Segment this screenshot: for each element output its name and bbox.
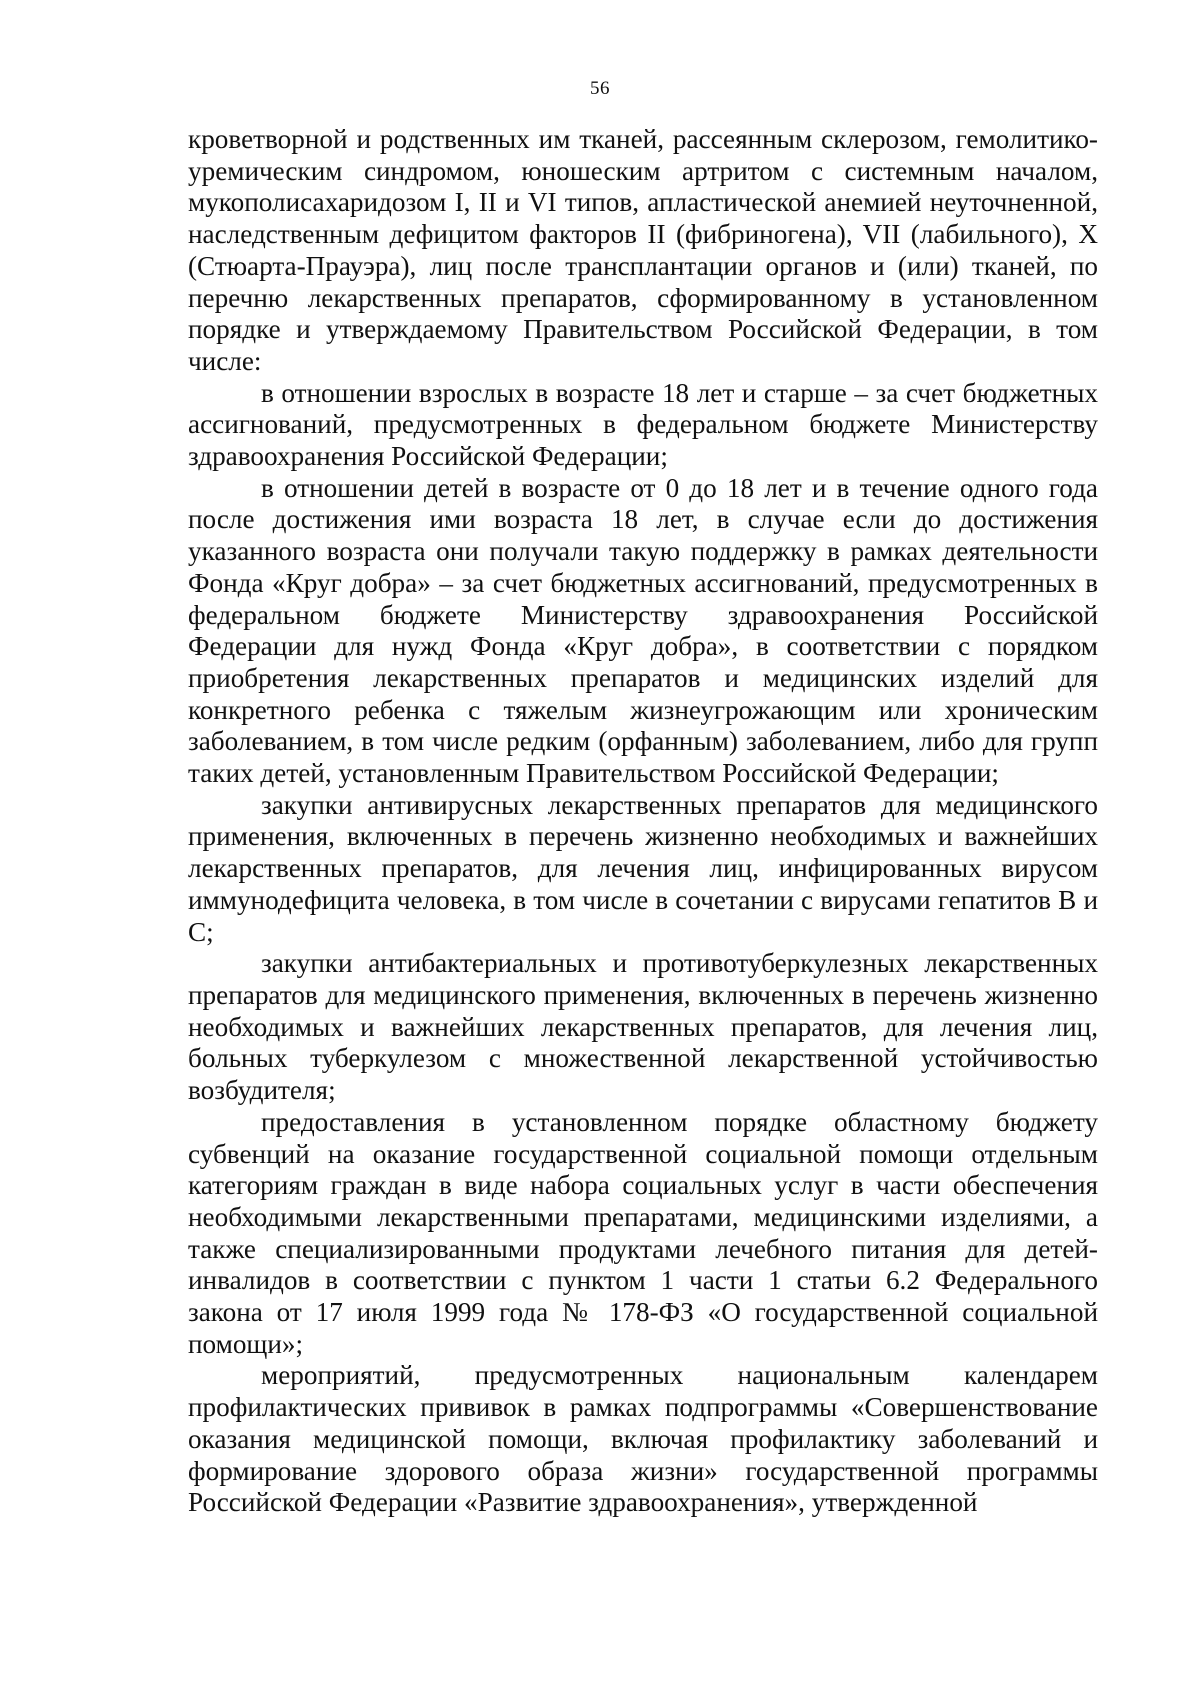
- document-body: [188, 124, 1098, 1519]
- paragraph-continuation: кроветворной и родственных им тканей, рассеянным склерозом, гемолитико-уремическим синдромом, юношеским артритом с системным началом, мукополисахаридозом I, II и VI типов, апластической анемией неуточненной, наследственным дефицитом факторов II (фибриногена), VII (лабильного), X (Стюарта-Прауэра), лиц после трансплантации органов и (или) тканей, по перечню лекарственных препаратов, сформированному в установленном порядке и утверждаемому Правительством Российской Федерации, в том числе:: [188, 124, 1098, 376]
- paragraph-antiviral: закупки антивирусных лекарственных препаратов для медицинского применения, включенных в перечень жизненно необходимых и важнейших лекарственных препаратов, для лечения лиц, инфицированных вирусом иммунодефицита человека, в том числе в сочетании с вирусами гепатитов В и С;: [188, 789, 1098, 947]
- paragraph-adults: в отношении взрослых в возрасте 18 лет и старше – за счет бюджетных ассигнований, предусмотренных в федеральном бюджете Министерству здравоохранения Российской Федерации;: [188, 377, 1098, 472]
- paragraph-children: в отношении детей в возрасте от 0 до 18 лет и в течение одного года после достижения ими возраста 18 лет, в случае если до достижения указанного возраста они получали такую поддержку в рамках деятельности Фонда «Круг добра» – за счет бюджетных ассигнований, предусмотренных в федеральном бюджете Министерству здравоохранения Российской Федерации для нужд Фонда «Круг добра», в соответствии с порядком приобретения лекарственных препаратов и медицинских изделий для конкретного ребенка с тяжелым жизнеугрожающим или хроническим заболеванием, в том числе редким (орфанным) заболеванием, либо для групп таких детей, установленным Правительством Российской Федерации;: [188, 472, 1098, 789]
- paragraph-vaccination: мероприятий, предусмотренных национальным календарем профилактических прививок в рамках подпрограммы «Совершенствование оказания медицинской помощи, включая профилактику заболеваний и формирование здорового образа жизни» государственной программы Российской Федерации «Развитие здравоохранения», утвержденной: [188, 1360, 1098, 1518]
- page-number: 56: [590, 78, 610, 99]
- paragraph-antibacterial: закупки антибактериальных и противотуберкулезных лекарственных препаратов для медицинского применения, включенных в перечень жизненно необходимых и важнейших лекарственных препаратов, для лечения лиц, больных туберкулезом с множественной лекарственной устойчивостью возбудителя;: [188, 948, 1098, 1106]
- paragraph-subventions: предоставления в установленном порядке областному бюджету субвенций на оказание государственной социальной помощи отдельным категориям граждан в виде набора социальных услуг в части обеспечения необходимыми лекарственными препаратами, медицинскими изделиями, а также специализированными продуктами лечебного питания для детей-инвалидов в соответствии с пунктом 1 части 1 статьи 6.2 Федерального закона от 17 июля 1999 года № 178-ФЗ «О государственной социальной помощи»;: [188, 1106, 1098, 1359]
